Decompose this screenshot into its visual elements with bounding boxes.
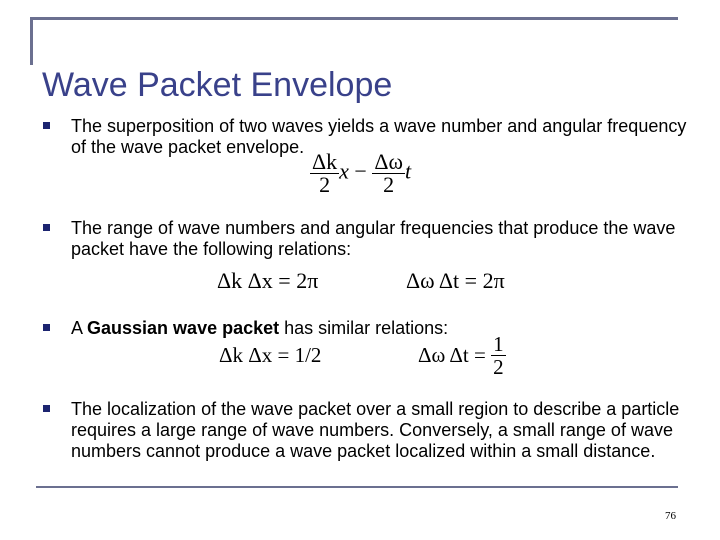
bullet-text: The range of wave numbers and angular frequencies that produce the wave packet have the following relations: — [71, 218, 676, 259]
bottom-rule — [36, 486, 678, 488]
fraction-denominator: 2 — [383, 172, 395, 197]
bullet-square-icon — [43, 224, 50, 231]
minus-sign: − — [354, 158, 367, 184]
fraction-denominator: 2 — [319, 172, 331, 197]
bullet-text: The superposition of two waves yields a wave number and angular frequency of the wave packet envelope. — [71, 116, 687, 157]
slide-title: Wave Packet Envelope — [42, 66, 393, 104]
bullet-text-prefix: A — [71, 318, 88, 338]
fraction-numerator: 1 — [493, 332, 504, 356]
top-rule — [30, 17, 678, 20]
fraction-numerator: Δω — [374, 149, 403, 174]
fraction — [372, 151, 405, 196]
bullet-text — [71, 318, 695, 339]
variable-x: x — [339, 158, 349, 184]
fraction — [310, 151, 339, 196]
relation-k-equation: Δk Δx = 2π — [217, 268, 319, 293]
left-rule — [30, 17, 33, 65]
bullet-square-icon — [43, 405, 50, 412]
bullet-text: The localization of the wave packet over a small region to describe a particle requires a large range of wave numbers. Conversely, a small range of wave numbers cannot produce a wave packet localized within a small distance. — [71, 399, 680, 461]
page-number: 76 — [665, 510, 676, 522]
fraction — [491, 333, 506, 378]
bullet-square-icon — [43, 324, 50, 331]
envelope-equation — [310, 151, 411, 196]
fraction-denominator: 2 — [493, 355, 504, 379]
variable-t: t — [404, 158, 412, 184]
gaussian-omega-lhs: Δω Δt = — [418, 343, 486, 367]
bullet-square-icon — [43, 122, 50, 129]
bullet-text-suffix: has similar relations: — [279, 318, 449, 338]
fraction-numerator: Δk — [312, 149, 338, 174]
relation-omega-equation: Δω Δt = 2π — [406, 268, 505, 293]
gaussian-omega-equation — [418, 333, 506, 378]
gaussian-k-equation: Δk Δx = 1/2 — [219, 343, 322, 367]
bullet-text-bold: Gaussian wave packet — [87, 318, 280, 338]
